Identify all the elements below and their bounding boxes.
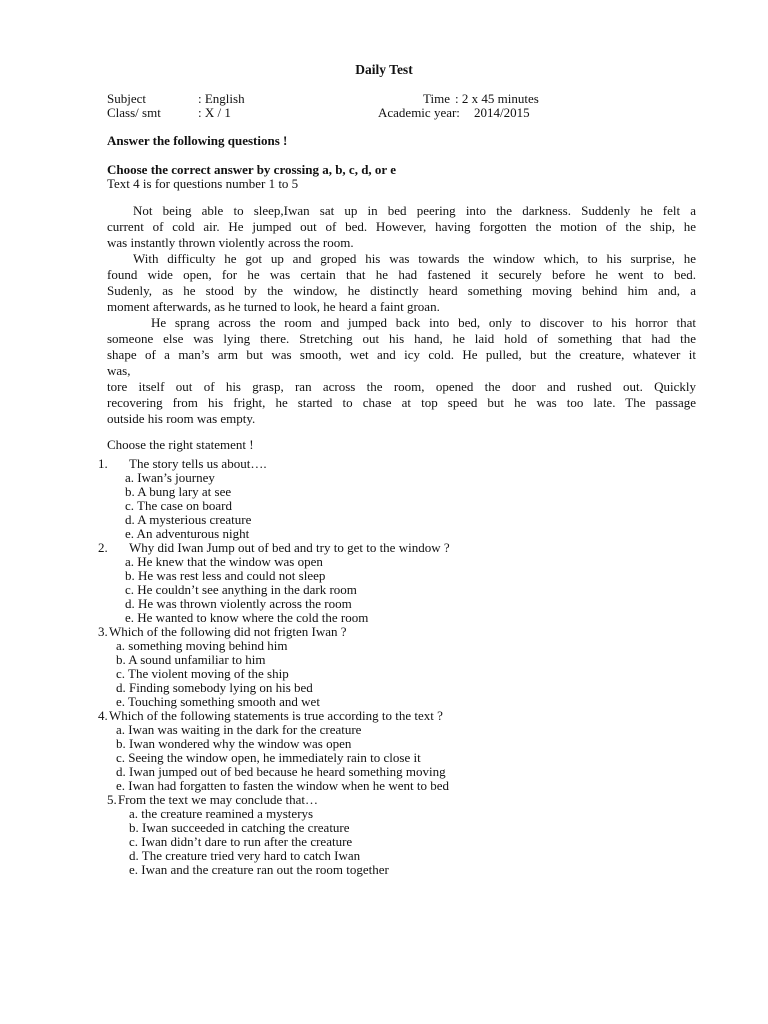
question-2-option-a[interactable]: a. He knew that the window was open [125,554,323,569]
passage-line: was, [107,363,131,378]
question-5-option-e[interactable]: e. Iwan and the creature ran out the room together [129,862,389,877]
question-3-number: 3. [98,624,108,639]
passage-line: tore itself out of his grasp, ran across the room, opened the door and rushed out. Quickly [107,379,696,394]
class-label: Class/ smt [107,105,161,120]
question-2-number: 2. [98,540,108,555]
question-4-option-e[interactable]: e. Iwan had forgatten to fasten the window when he went to bed [116,778,449,793]
question-3-option-e[interactable]: e. Touching something smooth and wet [116,694,320,709]
question-4-option-d[interactable]: d. Iwan jumped out of bed because he heard something moving [116,764,446,779]
page-title: Daily Test [355,62,413,77]
question-1-option-e[interactable]: e. An adventurous night [125,526,250,541]
passage-paragraph-1 [107,203,696,251]
question-5-option-c[interactable]: c. Iwan didn’t dare to run after the creature [129,834,353,849]
question-1-option-b[interactable]: b. A bung lary at see [125,484,232,499]
question-5-option-d[interactable]: d. The creature tried very hard to catch Iwan [129,848,361,863]
passage-line: current of cold air. He jumped out of bed. However, having forgotten the motion of the ship, he [107,219,696,234]
passage-line: Sudenly, as he stood by the window, he distinctly heard something moving behind him and, a [107,283,696,298]
passage-line: found wide open, for he was certain that he had fastened it securely before he went to bed. [107,267,696,282]
question-2-option-e[interactable]: e. He wanted to know where the cold the room [125,610,369,625]
question-1-text: The story tells us about…. [129,456,267,471]
question-1-option-d[interactable]: d. A mysterious creature [125,512,252,527]
subject-value: : English [198,91,245,106]
question-2-text: Why did Iwan Jump out of bed and try to get to the window ? [129,540,450,555]
question-5-option-a[interactable]: a. the creature reamined a mysterys [129,806,314,821]
question-4-text: Which of the following statements is true according to the text ? [109,708,443,723]
passage-paragraph-2 [107,251,696,315]
text-reference: Text 4 is for questions number 1 to 5 [107,176,299,191]
question-4-option-b[interactable]: b. Iwan wondered why the window was open [116,736,352,751]
passage-line: Not being able to sleep,Iwan sat up in bed peering into the darkness. Suddenly he felt a [133,203,696,218]
question-2-option-b[interactable]: b. He was rest less and could not sleep [125,568,326,583]
question-3-option-a[interactable]: a. something moving behind him [116,638,288,653]
passage-line: outside his room was empty. [107,411,256,426]
choose-statement: Choose the right statement ! [107,437,254,452]
academic-year-label: Academic year: [378,105,460,120]
subject-label: Subject [107,91,146,106]
passage-line: was instantly thrown violently across the room. [107,235,354,250]
passage-line: He sprang across the room and jumped back into bed, only to discover to his horror that [151,315,696,330]
passage-line: recovering from his fright, he started to chase at top speed but he was too late. The passage [107,395,696,410]
choose-instruction: Choose the correct answer by crossing a, b, c, d, or e [107,162,396,177]
question-1-option-c[interactable]: c. The case on board [125,498,232,513]
question-5-option-b[interactable]: b. Iwan succeeded in catching the creature [129,820,350,835]
question-1-number: 1. [98,456,108,471]
question-4-number: 4. [98,708,108,723]
question-4-option-c[interactable]: c. Seeing the window open, he immediately rain to close it [116,750,421,765]
answer-instruction: Answer the following questions ! [107,133,288,148]
passage-line: someone else was lying there. Stretching out his hand, he laid hold of something that had the [107,331,696,346]
question-2-option-d[interactable]: d. He was thrown violently across the room [125,596,352,611]
question-3-option-d[interactable]: d. Finding somebody lying on his bed [116,680,313,695]
question-3-text: Which of the following did not frigten Iwan ? [109,624,347,639]
passage-line: With difficulty he got up and groped his was towards the window which, to his surprise, he [133,251,696,266]
passage-line: moment afterwards, as he turned to look, he heard a faint groan. [107,299,440,314]
academic-year-value: 2014/2015 [474,105,530,120]
passage-line: shape of a man’s arm but was smooth, wet and icy cold. He pulled, but the creature, whatever it [107,347,696,362]
question-5-number: 5. [107,792,117,807]
question-3-option-b[interactable]: b. A sound unfamiliar to him [116,652,266,667]
question-3-option-c[interactable]: c. The violent moving of the ship [116,666,289,681]
passage-paragraph-3 [107,315,696,427]
class-value: : X / 1 [198,105,231,120]
question-1-option-a[interactable]: a. Iwan’s journey [125,470,215,485]
question-5-text: From the text we may conclude that… [118,792,319,807]
time-label: Time [423,91,450,106]
question-4-option-a[interactable]: a. Iwan was waiting in the dark for the creature [116,722,362,737]
time-value: : 2 x 45 minutes [455,91,539,106]
question-2-option-c[interactable]: c. He couldn’t see anything in the dark room [125,582,357,597]
